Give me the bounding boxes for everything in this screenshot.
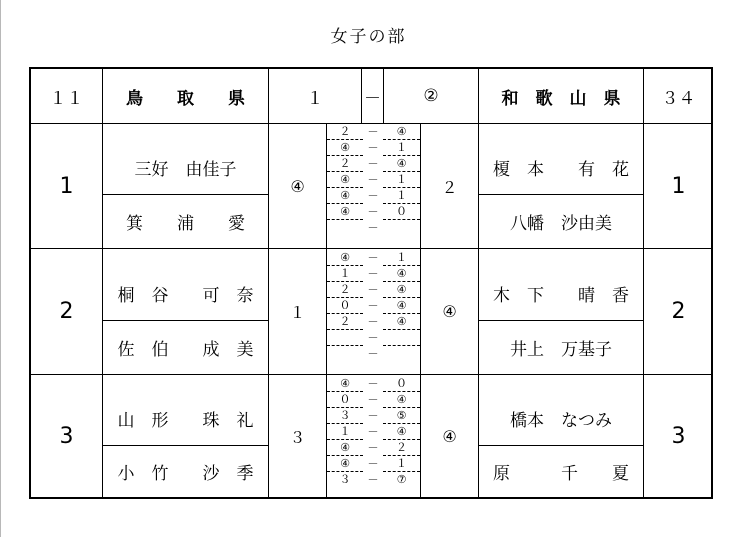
game-right-score: ④ xyxy=(396,283,407,296)
row-3-right-score: ④ xyxy=(442,426,457,446)
game-right-score: １ xyxy=(396,251,407,264)
game-right-score: ⑤ xyxy=(396,409,407,422)
row-2-right-player-1: 木 下 晴 香 xyxy=(493,285,629,306)
game-dash: － xyxy=(367,457,379,470)
game-dash: － xyxy=(367,173,379,186)
game-dash: － xyxy=(367,299,379,312)
game-left-score: ２ xyxy=(339,125,351,138)
game-left-score: ④ xyxy=(340,205,350,218)
game-right-score: ④ xyxy=(396,315,407,328)
game-left-score: ３ xyxy=(339,409,351,422)
game-right-score: ２ xyxy=(396,441,407,454)
page-title: 女子の部 xyxy=(330,27,407,47)
game-right-score: ④ xyxy=(396,299,407,312)
game-right-score: ④ xyxy=(396,157,407,170)
row-1-right-player-1: 榎 本 有 花 xyxy=(493,159,629,180)
game-dash: － xyxy=(367,315,379,328)
row-3-left-score: ３ xyxy=(289,427,306,447)
game-dash: － xyxy=(367,283,379,296)
row-1-right-score: ２ xyxy=(441,177,458,197)
row-1-left-player-1: 三好 由佳子 xyxy=(134,159,237,180)
game-left-score xyxy=(327,220,363,236)
row-1-right-player-2: 八幡 沙由美 xyxy=(510,214,612,234)
game-right-score: ④ xyxy=(396,393,407,406)
game-right-score: １ xyxy=(396,173,407,186)
row-3-left-player-1: 山 形 珠 礼 xyxy=(117,410,254,431)
row-3-right-player-1: 橋本 なつみ xyxy=(510,410,612,431)
row-3-left-player-2: 小 竹 沙 季 xyxy=(117,464,254,484)
game-right-score xyxy=(383,346,420,362)
game-dash: － xyxy=(367,125,379,138)
game-left-score: ２ xyxy=(339,157,351,170)
row-3-right-number: 3 xyxy=(671,423,686,449)
game-right-score: １ xyxy=(396,189,407,202)
game-dash: － xyxy=(367,141,379,154)
header-right-team: 和 歌 山 県 xyxy=(501,88,621,109)
game-dash: － xyxy=(367,221,379,234)
game-right-score xyxy=(383,330,420,346)
game-right-score: １ xyxy=(396,141,407,154)
game-dash: － xyxy=(367,425,379,438)
game-right-score: １ xyxy=(396,457,407,470)
game-right-score: ⑦ xyxy=(396,473,407,486)
game-left-score: １ xyxy=(339,425,351,438)
game-dash: － xyxy=(367,441,379,454)
row-2-right-number: 2 xyxy=(671,299,686,324)
match-table xyxy=(29,67,713,499)
row-3-right-player-2: 原 千 夏 xyxy=(493,464,629,484)
game-dash: － xyxy=(367,393,379,406)
game-left-score: ０ xyxy=(339,393,351,406)
header-right-score: ３４ xyxy=(661,88,696,109)
row-2-right-player-2: 井上 万基子 xyxy=(510,340,612,360)
row-3-left-number: 3 xyxy=(59,423,74,449)
game-right-score: ④ xyxy=(396,425,407,438)
game-right-score: ④ xyxy=(396,267,407,280)
game-dash: － xyxy=(367,409,379,422)
game-left-score: ④ xyxy=(340,457,350,470)
game-dash: － xyxy=(367,267,379,280)
game-left-score: ④ xyxy=(340,141,350,154)
game-dash: － xyxy=(367,205,379,218)
game-left-score: ④ xyxy=(340,377,350,390)
row-2-left-score: １ xyxy=(289,303,306,322)
row-2-right-score: ④ xyxy=(442,302,457,321)
game-dash: － xyxy=(367,377,379,390)
header-right-total: ② xyxy=(423,86,439,106)
game-left-score: １ xyxy=(339,267,351,280)
header-left-score: １１ xyxy=(49,88,84,109)
game-left-score: ④ xyxy=(340,189,350,202)
game-dash: － xyxy=(367,251,379,264)
game-right-score: ０ xyxy=(396,205,407,218)
game-right-score: ④ xyxy=(396,125,407,138)
game-left-score xyxy=(327,346,363,362)
game-left-score: ０ xyxy=(339,299,351,312)
game-left-score: ３ xyxy=(339,473,351,486)
game-left-score: ④ xyxy=(340,441,350,454)
game-dash: － xyxy=(367,157,379,170)
game-right-score: ０ xyxy=(396,377,407,390)
page-edge xyxy=(0,0,1,537)
row-1-left-number: 1 xyxy=(59,173,74,199)
game-left-score: ２ xyxy=(339,315,351,328)
header-left-team: 鳥 取 県 xyxy=(126,88,245,109)
game-dash: － xyxy=(367,189,379,202)
game-left-score: ④ xyxy=(340,251,350,264)
game-dash: － xyxy=(367,473,379,486)
game-right-score xyxy=(383,220,420,236)
row-2-left-number: 2 xyxy=(59,299,74,324)
game-left-score xyxy=(327,330,363,346)
game-left-score: ２ xyxy=(339,283,351,296)
game-dash: － xyxy=(367,347,379,360)
game-left-score: ④ xyxy=(340,173,350,186)
header-separator: － xyxy=(364,88,381,109)
row-1-left-score: ④ xyxy=(290,176,305,196)
row-1-right-number: 1 xyxy=(671,173,686,199)
game-dash: － xyxy=(367,331,379,344)
row-2-left-player-2: 佐 伯 成 美 xyxy=(117,340,254,360)
header-left-total: １ xyxy=(306,88,324,109)
row-1-left-player-2: 箕 浦 愛 xyxy=(126,214,245,234)
row-2-left-player-1: 桐 谷 可 奈 xyxy=(117,285,254,306)
